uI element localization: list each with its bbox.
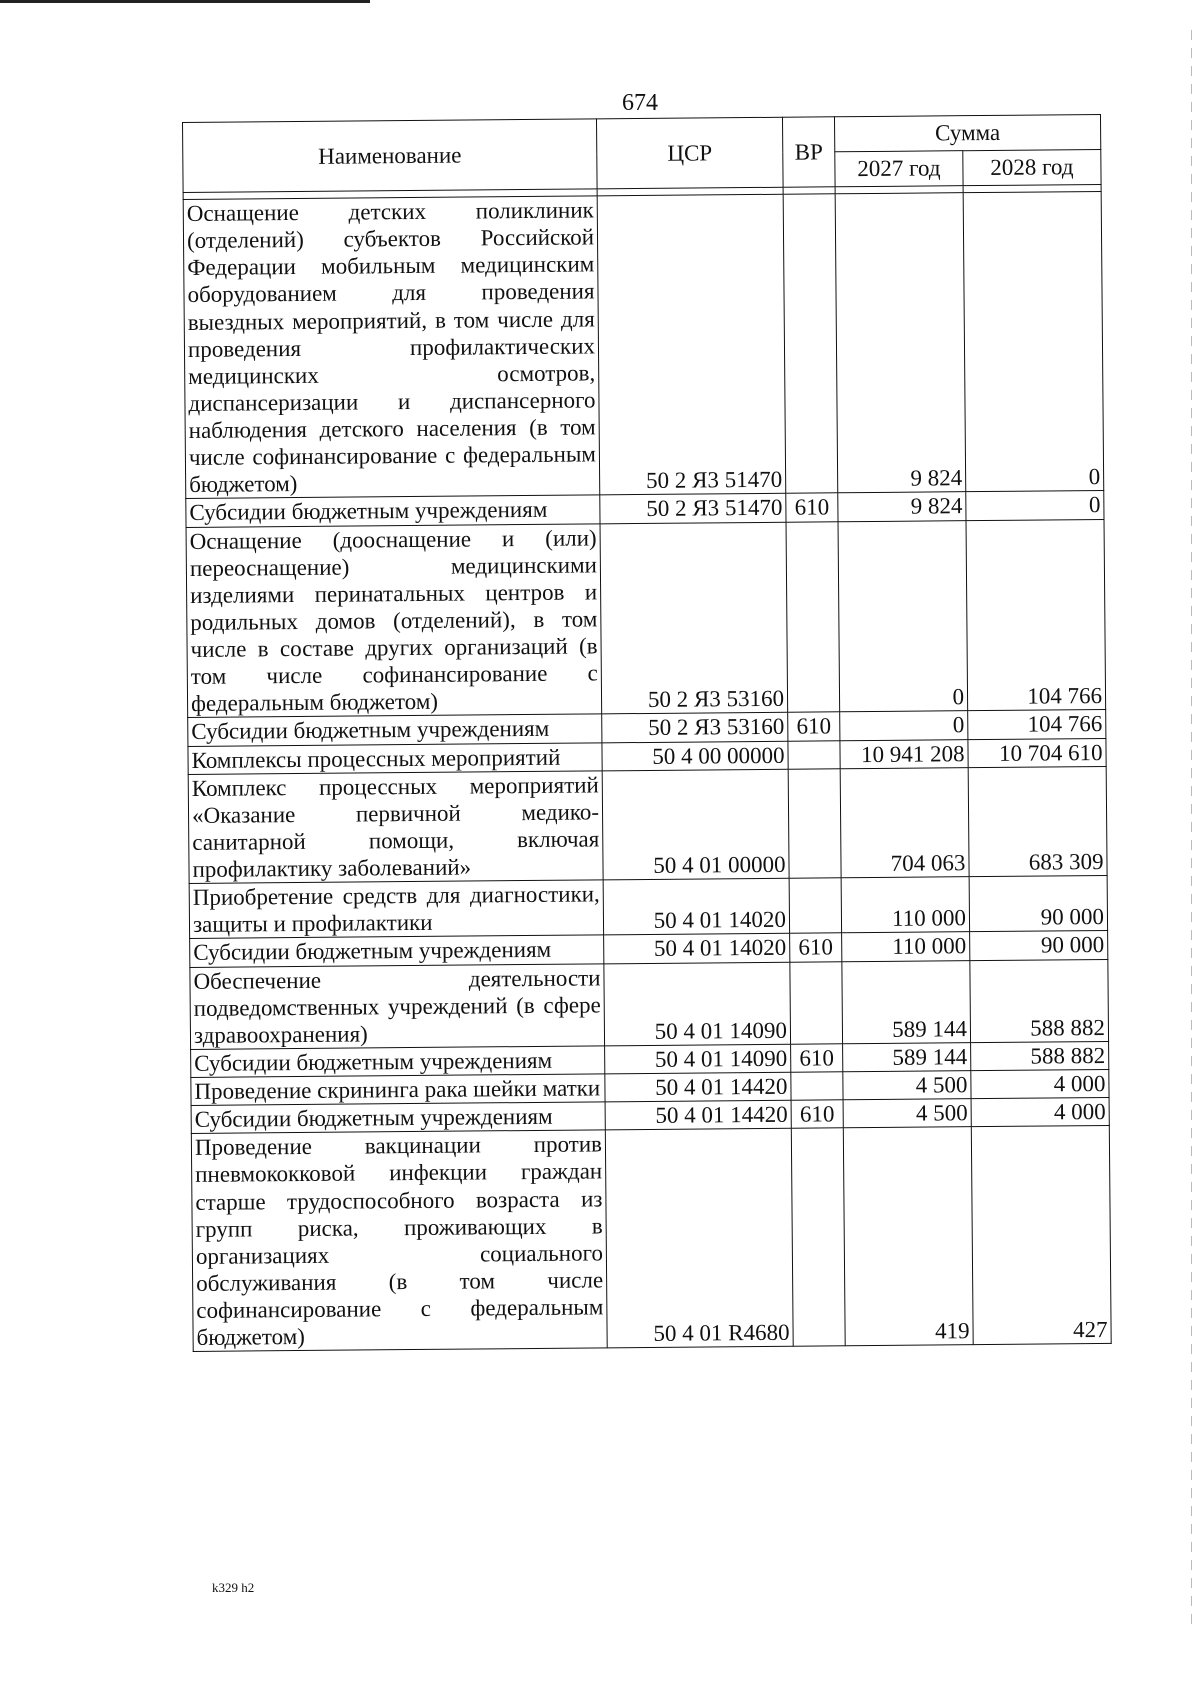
row-sum-2028: 588 882: [971, 1041, 1109, 1070]
row-name: Субсидии бюджетным учреждениям: [191, 1102, 605, 1134]
row-sum-2027: 589 144: [843, 1043, 971, 1072]
table-row: [189, 876, 1107, 939]
row-sum-2027: 9 824: [835, 193, 966, 493]
header-year-2028: 2028 год: [963, 149, 1101, 185]
row-sum-2027: 4 500: [843, 1099, 971, 1128]
row-csr: 50 4 01 14090: [604, 962, 791, 1046]
row-csr: 50 4 01 00000: [602, 769, 789, 880]
row-sum-2027: 704 063: [840, 767, 969, 878]
row-sum-2027: 10 941 208: [840, 739, 968, 768]
row-csr: 50 2 Я3 51470: [600, 494, 786, 524]
row-sum-2028: 90 000: [970, 931, 1108, 960]
row-name: Оснащение (дооснащение и (или) переоснащение) медицинскими изделиями перинатальных центров и родильных домов (отделений), в том числе в составе других организаций (в том числе софинансирование с федеральным бюджетом): [186, 523, 602, 717]
header-vr: ВР: [782, 117, 835, 187]
row-csr: 50 2 Я3 53160: [602, 713, 788, 743]
row-sum-2027: 9 824: [838, 492, 966, 521]
header-name: Наименование: [183, 119, 598, 193]
row-name: Комплексы процессных мероприятий: [188, 742, 602, 774]
row-sum-2028: 4 000: [971, 1069, 1109, 1098]
row-vr: 610: [791, 1100, 843, 1129]
row-name: Проведение скрининга рака шейки матки: [191, 1074, 605, 1106]
row-sum-2028: 427: [971, 1126, 1111, 1345]
row-name: Субсидии бюджетным учреждениям: [186, 495, 600, 527]
table-header: [183, 114, 1102, 192]
row-csr: 50 4 01 R4680: [605, 1128, 793, 1348]
row-name: Оснащение детских поликлиник (отделений) субъектов Российской Федерации мобильным медицинским оборудованием для проведения выездных мероприятий, в том числе для проведения профилактических медицинских осмотров, диспансеризации и диспансерного наблюдения детского населения (в том числе софинансирование с федеральным бюджетом): [183, 196, 600, 499]
table-row: [191, 1126, 1111, 1352]
scan-top-rule: [0, 0, 370, 3]
row-sum-2028: 588 882: [970, 959, 1109, 1043]
row-sum-2028: 10 704 610: [968, 738, 1106, 767]
row-csr: 50 2 Я3 53160: [600, 522, 788, 714]
row-vr: [788, 768, 841, 878]
row-sum-2028: 4 000: [971, 1098, 1109, 1127]
row-sum-2027: 0: [838, 520, 968, 712]
row-csr: 50 4 01 14020: [603, 878, 789, 935]
row-csr: 50 4 00 00000: [602, 741, 788, 771]
row-vr: 610: [786, 493, 838, 522]
header-csr: ЦСР: [596, 117, 783, 189]
row-name: Проведение вакцинации против пневмококковой инфекции граждан старше трудоспособного возраста из групп риска, проживающих в организациях социального обслуживания (в том числе софинансирование с федеральным бюджетом): [191, 1130, 607, 1352]
row-vr: 610: [788, 712, 840, 741]
row-sum-2027: 419: [843, 1127, 973, 1346]
row-name: Обеспечение деятельности подведомственных учреждений (в сфере здравоохранения): [190, 963, 605, 1049]
row-sum-2028: 104 766: [966, 519, 1106, 711]
row-vr: 610: [791, 1044, 843, 1073]
row-name: Субсидии бюджетным учреждениям: [188, 714, 602, 746]
row-sum-2028: 90 000: [969, 876, 1107, 932]
row-vr: [791, 1072, 843, 1101]
row-csr: 50 4 01 14020: [604, 934, 790, 964]
row-name: Комплекс процессных мероприятий «Оказание первичной медико-санитарной помощи, включая профилактику заболеваний»: [188, 770, 603, 883]
row-vr: [790, 961, 843, 1044]
row-vr: [789, 878, 841, 934]
table-body: [183, 184, 1111, 1351]
row-vr: [783, 194, 838, 494]
row-csr: 50 2 Я3 51470: [597, 194, 786, 495]
scan-right-edge: [1191, 30, 1192, 1630]
table-row: [186, 519, 1106, 718]
row-sum-2028: 0: [963, 191, 1104, 492]
row-vr: 610: [790, 933, 842, 962]
table-row: [183, 191, 1104, 498]
budget-table: [182, 114, 1112, 1352]
table-row: [190, 959, 1109, 1049]
row-sum-2027: 0: [840, 711, 968, 740]
row-sum-2027: 110 000: [842, 932, 970, 961]
row-name: Субсидии бюджетным учреждениям: [190, 935, 604, 967]
footer-code: k329 h2: [212, 1580, 255, 1595]
row-name: Приобретение средств для диагностики, защиты и профилактики: [189, 880, 603, 939]
row-csr: 50 4 01 14090: [605, 1044, 791, 1074]
table-row: [188, 766, 1107, 884]
row-name: Субсидии бюджетным учреждениям: [191, 1046, 605, 1078]
row-sum-2027: 110 000: [841, 877, 969, 933]
row-sum-2028: 683 309: [968, 766, 1107, 877]
page-number: 674: [622, 90, 658, 116]
row-csr: 50 4 01 14420: [605, 1100, 791, 1130]
row-sum-2028: 104 766: [968, 710, 1106, 739]
row-sum-2027: 4 500: [843, 1071, 971, 1100]
row-sum-2027: 589 144: [842, 960, 971, 1043]
row-vr: [791, 1128, 845, 1346]
header-sum: Сумма: [834, 114, 1100, 151]
row-vr: [786, 521, 840, 712]
row-vr: [788, 740, 840, 769]
row-sum-2028: 0: [966, 491, 1104, 520]
header-year-2027: 2027 год: [835, 151, 963, 187]
row-csr: 50 4 01 14420: [605, 1072, 791, 1102]
